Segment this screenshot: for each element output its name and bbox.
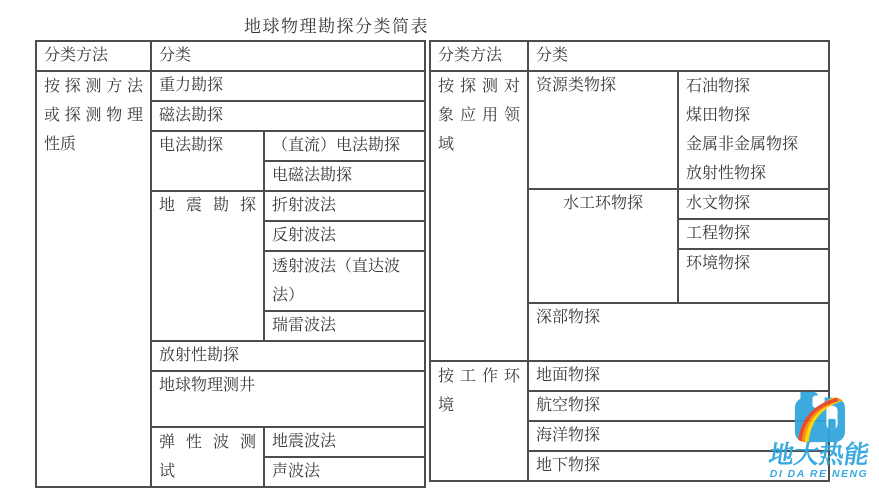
work-env-line: 按工作环 xyxy=(438,368,520,385)
classification-table-left xyxy=(35,40,426,488)
cell-method-by-work-env xyxy=(430,361,528,481)
logo-cn-text: 地大热能 xyxy=(767,441,871,469)
cell-seismic-wave-method: 地震波法 xyxy=(264,427,425,457)
cell-hydro-env: 水工环物探 xyxy=(528,189,678,303)
cell-electrical-dc: （直流）电法勘探 xyxy=(264,131,425,161)
cell-underground: 地下物探 xyxy=(528,451,829,481)
cell-method-by-detection xyxy=(36,71,151,487)
cell-radioactive: 放射性勘探 xyxy=(151,341,425,371)
application-line: 象应用领 xyxy=(438,107,520,124)
cell-method-by-application xyxy=(430,71,528,361)
cell-environment: 环境物探 xyxy=(678,249,829,303)
work-env-line: 境 xyxy=(438,397,455,414)
cell-gravity: 重力勘探 xyxy=(151,71,425,101)
method-line: 或探测物理 xyxy=(44,107,143,124)
cell-airborne: 航空物探 xyxy=(528,391,829,421)
elastic-line: 弹性波测 xyxy=(159,434,256,451)
application-line: 按探测对 xyxy=(438,78,520,95)
resource-item: 金属非金属物探 xyxy=(686,136,799,153)
cell-magnetic: 磁法勘探 xyxy=(151,101,425,131)
method-line: 按探测方法 xyxy=(44,78,143,95)
cell-electrical: 电法勘探 xyxy=(151,131,264,191)
elastic-line: 试 xyxy=(159,463,176,480)
right-header-method: 分类方法 xyxy=(430,41,528,71)
logo-en-text: DI DA RE NENG xyxy=(769,468,869,480)
left-header-method: 分类方法 xyxy=(36,41,151,71)
application-line: 域 xyxy=(438,136,455,153)
right-header-class: 分类 xyxy=(528,41,829,71)
page-title: 地球物理勘探分类简表 xyxy=(244,17,429,36)
left-header-class: 分类 xyxy=(151,41,425,71)
cell-marine: 海洋物探 xyxy=(528,421,829,451)
cell-elastic-wave-test xyxy=(151,427,264,487)
cell-engineering: 工程物探 xyxy=(678,219,829,249)
cell-refraction: 折射波法 xyxy=(264,191,425,221)
didareneng-watermark xyxy=(760,388,879,486)
didareneng-logo-icon xyxy=(793,391,845,443)
cell-deep: 深部物探 xyxy=(528,303,829,361)
cell-transmission xyxy=(264,251,425,311)
transmission-line: 法） xyxy=(272,287,305,304)
cell-seismic: 地震勘探 xyxy=(151,191,264,341)
cell-ground: 地面物探 xyxy=(528,361,829,391)
cell-well-logging: 地球物理测井 xyxy=(151,371,425,427)
cell-electromagnetic: 电磁法勘探 xyxy=(264,161,425,191)
cell-acoustic: 声波法 xyxy=(264,457,425,487)
method-line: 性质 xyxy=(44,136,77,153)
cell-resource: 资源类物探 xyxy=(528,71,678,189)
cell-resource-items xyxy=(678,71,829,189)
cell-hydrology: 水文物探 xyxy=(678,189,829,219)
cell-rayleigh: 瑞雷波法 xyxy=(264,311,425,341)
cell-reflection: 反射波法 xyxy=(264,221,425,251)
resource-item: 放射性物探 xyxy=(686,165,767,182)
resource-item: 石油物探 xyxy=(686,78,751,95)
transmission-line: 透射波法（直达波 xyxy=(272,258,401,275)
resource-item: 煤田物探 xyxy=(686,107,751,124)
